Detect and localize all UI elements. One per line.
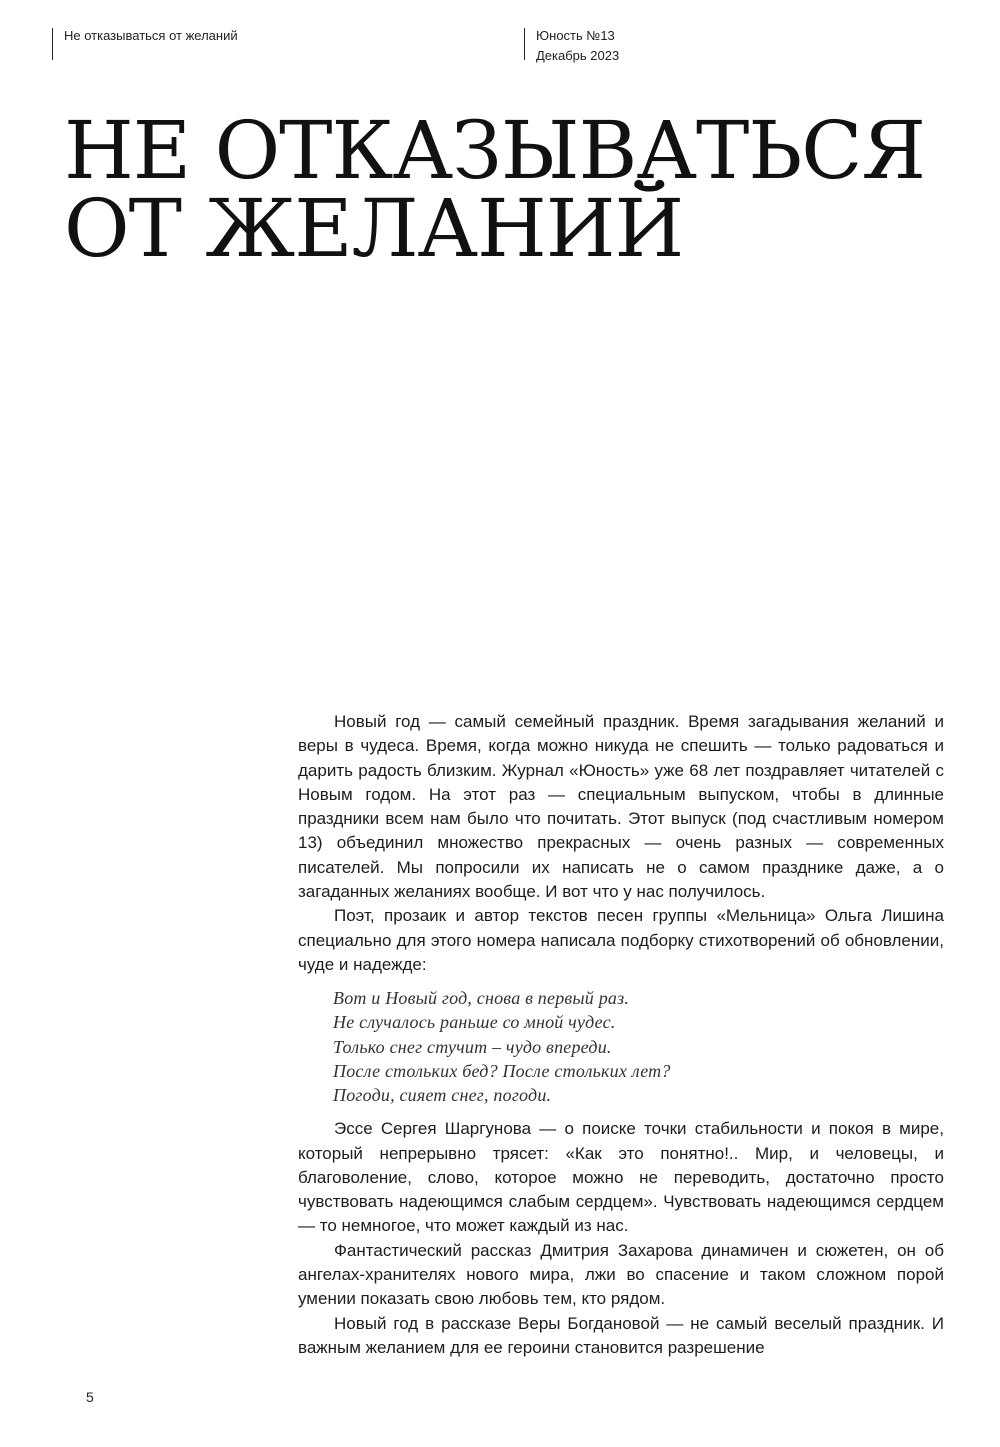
paragraph-zakharov: Фантастический рассказ Дмитрия Захарова динамичен и сюжетен, он об ангелах-хранителях нового мира, лжи во спасение и таком сложном порой умении показать свою любовь тем, кто рядом. [298,1240,944,1309]
section-title: Не отказываться от желаний [64,28,238,43]
running-head-left [52,26,238,46]
paragraph-lishina: Поэт, прозаик и автор текстов песен группы «Мельница» Ольга Лишина специально для этого номера написала подборку стихотворений об обновлении, чуде и надежде: [298,906,944,974]
issue-date: Декабрь 2023 [536,48,620,63]
paragraph-bogdanova: Новый год в рассказе Веры Богдановой — не самый веселый праздник. И важным желанием для ее героини становится разрешение [298,1313,944,1357]
poem-excerpt [333,986,944,1107]
paragraph-shargunov: Эссе Сергея Шаргунова — о поиске точки стабильности и покоя в мире, который непрерывно трясет: «Как это понятно!.. Мир, и человецы, и благоволение, слово, которое можно не переводить, достаточно просто чувствовать надеющимся слабым сердцем». Чувствовать надеющимся сердцем — то немногое, что может каждый из нас. [298,1119,944,1236]
title-line-1: НЕ ОТКАЗЫВАТЬСЯ [64,104,926,197]
poem-line: Погоди, сияет снег, погоди. [333,1085,552,1106]
running-head-right [524,26,619,66]
article-body [298,710,944,1360]
paragraph-intro: Новый год — самый семейный праздник. Время загадывания желаний и веры в чудеса. Время, когда можно никуда не спешить — только радоваться и дарить радость близким. Журнал «Юность» уже 68 лет поздравляет читателей с Новым годом. На этот раз — специальным выпуском, чтобы в длинные праздники всем нам было что почитать. Этот выпуск (под счастливым номером 13) объединил множество прекрасных — очень разных — современных писателей. Мы попросили их написать не о самом празднике даже, а о загаданных желаниях вообще. И вот что у нас получилось. [298,712,944,902]
poem-line: Только снег стучит – чудо впереди. [333,1036,612,1057]
poem-line: Вот и Новый год, снова в первый раз. [333,988,630,1009]
poem-line: После стольких бед? После стольких лет? [333,1060,671,1081]
issue-number: Юность №13 [536,28,615,43]
title-line-2: ОТ ЖЕЛАНИЙ [64,182,684,275]
page-title [64,104,926,275]
poem-line: Не случалось раньше со мной чудес. [333,1012,616,1033]
page-number: 5 [86,1389,94,1405]
